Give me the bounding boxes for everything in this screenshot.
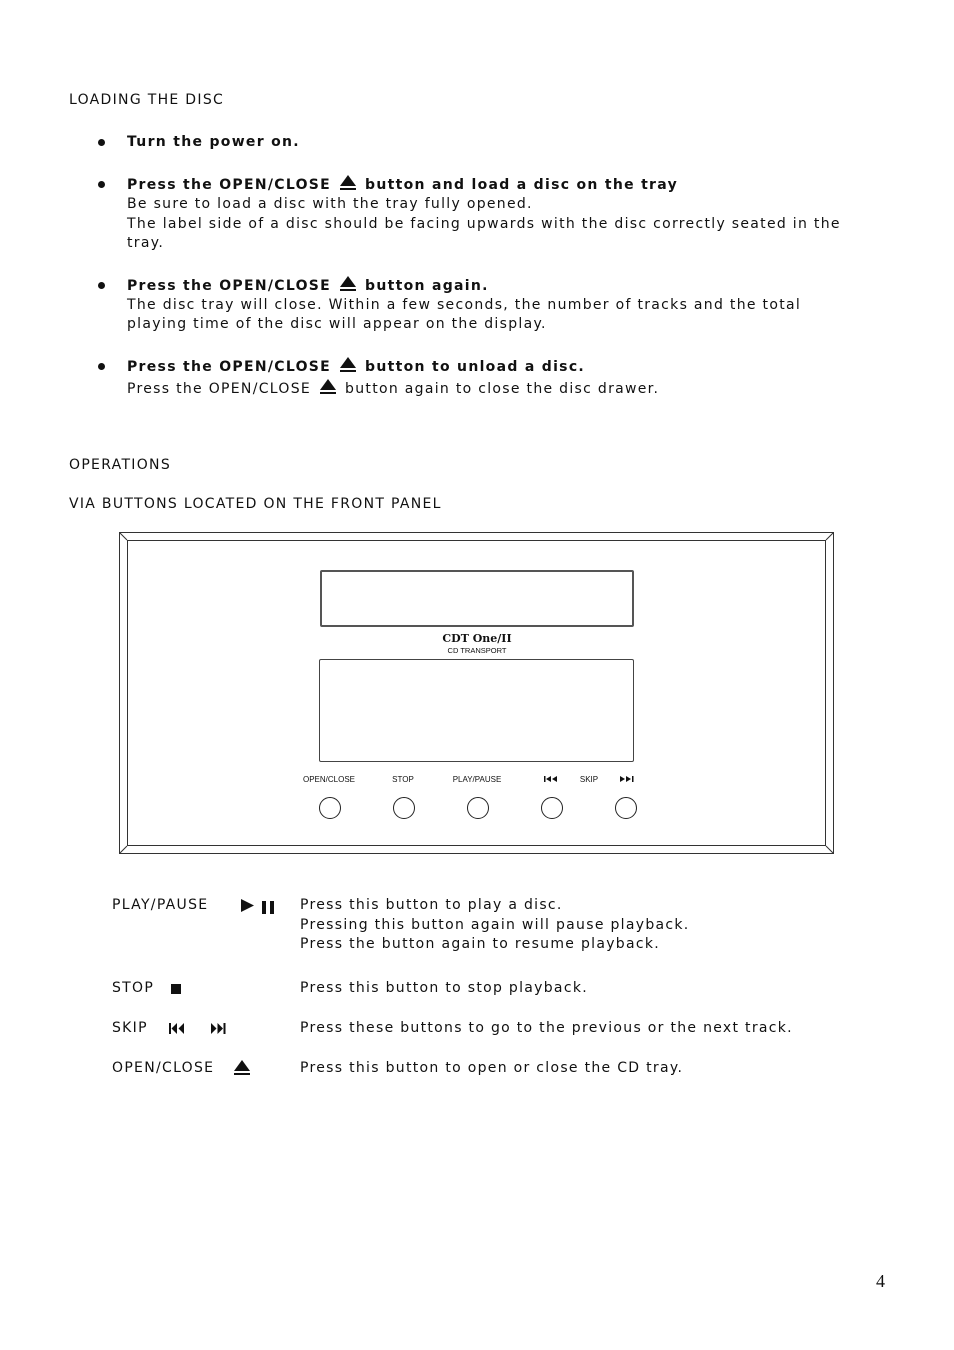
bullet-text: button again. [365, 278, 489, 294]
eject-icon [319, 379, 337, 395]
skip-back-icon [544, 775, 558, 783]
play-icon [241, 899, 254, 912]
panel-label-skip: SKIP [579, 775, 599, 784]
pause-icon [262, 901, 266, 914]
panel-label-stop: STOP [392, 775, 414, 784]
bullet-unload [127, 357, 585, 378]
control-desc: Press the button again to resume playback. [300, 936, 661, 952]
bullet-power-on: Turn the power on. [127, 134, 300, 150]
skip-forward-icon [211, 1023, 226, 1034]
bullet-text: Press the OPEN/CLOSE [127, 177, 332, 193]
eject-icon [339, 357, 357, 373]
paragraph-line: Be sure to load a disc with the tray fully opened. [127, 196, 533, 212]
bullet-text: Press the OPEN/CLOSE [127, 359, 332, 375]
skip-back-icon [169, 1023, 184, 1034]
control-desc: Press this button to open or close the CD tray. [300, 1060, 684, 1076]
panel-button-play-pause [467, 797, 489, 819]
eject-icon [339, 175, 357, 191]
bullet-load-disc [127, 175, 678, 196]
bullet-text: button to unload a disc. [365, 359, 586, 375]
panel-display [320, 570, 634, 627]
control-label-open-close: OPEN/CLOSE [112, 1060, 215, 1076]
subheading-front-panel: VIA BUTTONS LOCATED ON THE FRONT PANEL [69, 496, 442, 512]
model-name: CDT One/II [442, 632, 512, 645]
bullet-dot [98, 139, 105, 146]
line-text: Press the OPEN/CLOSE [127, 381, 312, 397]
panel-button-open-close [319, 797, 341, 819]
bullet-dot [98, 181, 105, 188]
control-label-play-pause: PLAY/PAUSE [112, 897, 209, 913]
control-label-skip: SKIP [112, 1020, 148, 1036]
control-desc: Press this button to play a disc. [300, 897, 563, 913]
disc-tray [319, 659, 634, 762]
eject-icon [339, 276, 357, 292]
panel-label-play-pause: PLAY/PAUSE [452, 775, 502, 784]
page-number: 4 [876, 1271, 885, 1291]
control-desc: Pressing this button again will pause playback. [300, 917, 690, 933]
control-desc: Press these buttons to go to the previous or the next track. [300, 1020, 793, 1036]
pause-icon [270, 901, 274, 914]
bullet-close-tray [127, 276, 489, 297]
panel-button-skip-forward [615, 797, 637, 819]
play-pause-icons [241, 898, 277, 916]
panel-button-skip-back [541, 797, 563, 819]
bullet-text: button and load a disc on the tray [365, 177, 679, 193]
paragraph-line: playing time of the disc will appear on the display. [127, 316, 547, 332]
skip-forward-icon [620, 775, 634, 783]
section-heading-loading: LOADING THE DISC [69, 92, 225, 108]
model-subtitle: CD TRANSPORT [447, 646, 507, 655]
skip-icons [169, 1022, 229, 1035]
paragraph-line: The label side of a disc should be facing upwards with the disc correctly seated in the [127, 216, 841, 232]
stop-icon [171, 984, 181, 994]
paragraph-line: The disc tray will close. Within a few seconds, the number of tracks and the total [127, 297, 802, 313]
bullet-dot [98, 282, 105, 289]
panel-button-stop [393, 797, 415, 819]
paragraph-line: tray. [127, 235, 165, 251]
paragraph-line [127, 379, 659, 400]
control-desc: Press this button to stop playback. [300, 980, 588, 996]
eject-icon [232, 1059, 252, 1077]
bullet-dot [98, 363, 105, 370]
section-heading-operations: OPERATIONS [69, 457, 172, 473]
control-label-stop: STOP [112, 980, 155, 996]
bullet-text: Press the OPEN/CLOSE [127, 278, 332, 294]
line-text: button again to close the disc drawer. [345, 381, 660, 397]
panel-label-open-close: OPEN/CLOSE [302, 775, 356, 784]
